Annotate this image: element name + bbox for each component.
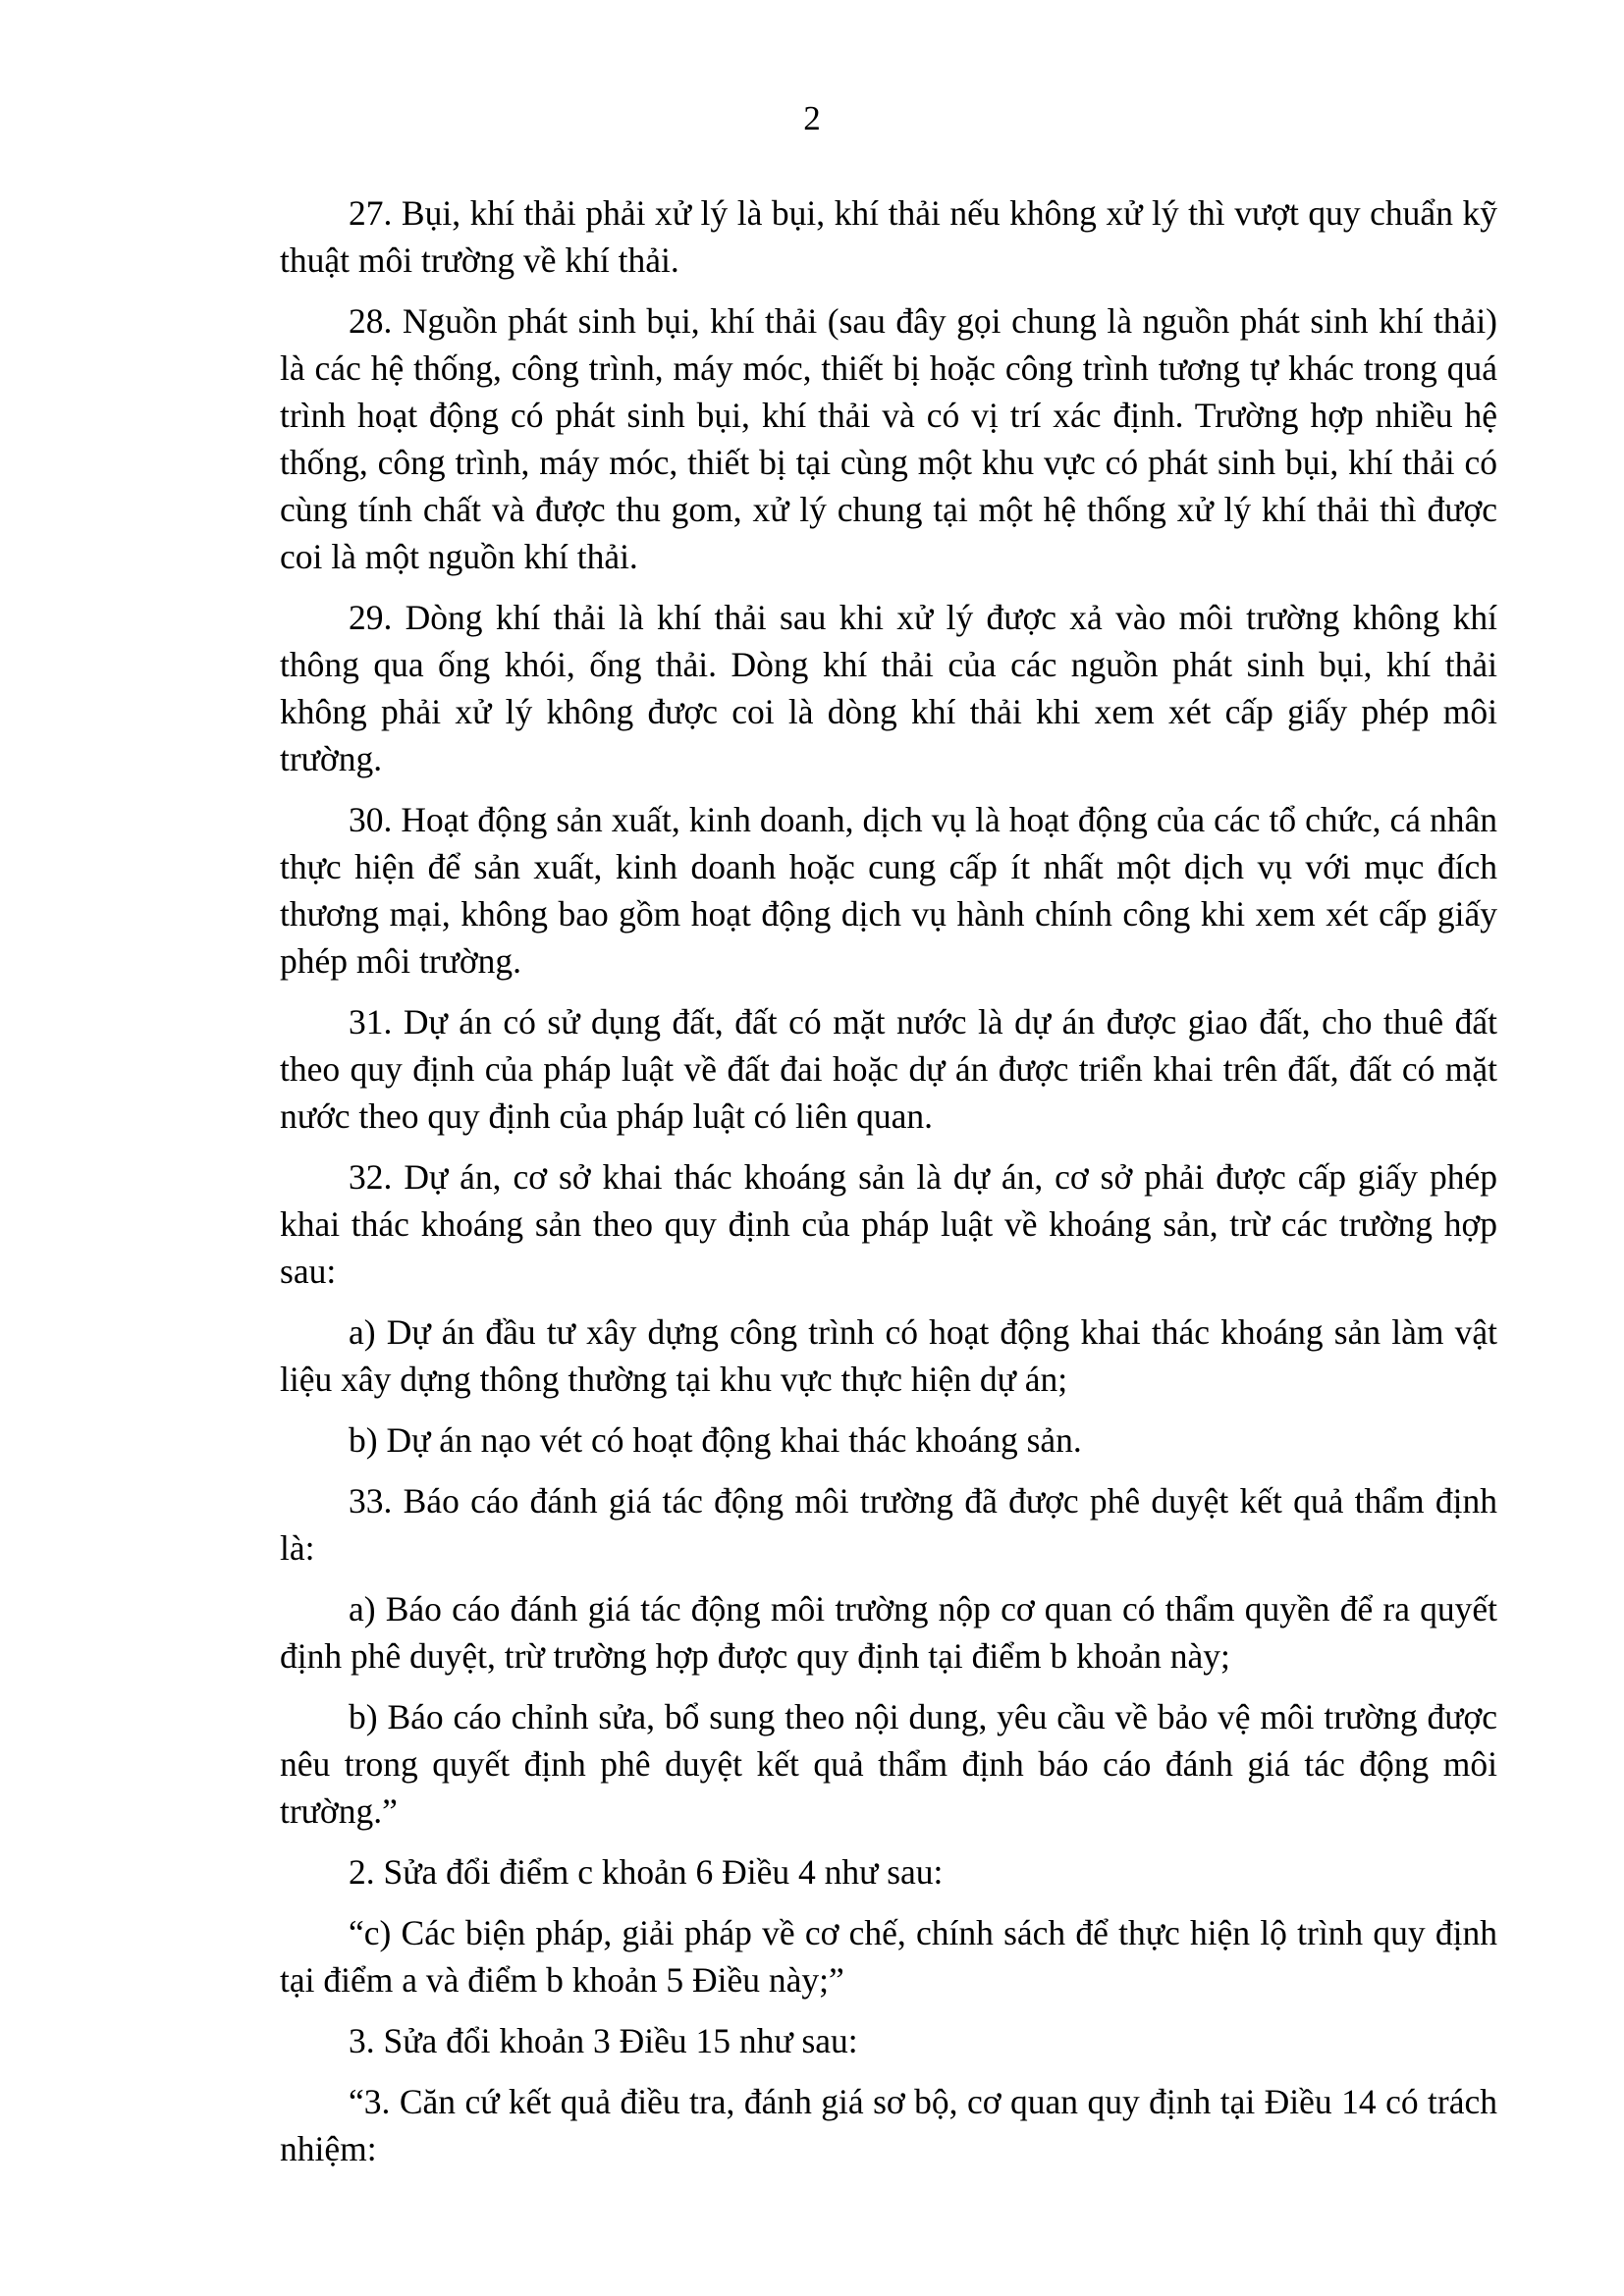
amendment-2-text: “c) Các biện pháp, giải pháp về cơ chế, chính sách để thực hiện lộ trình quy định tại điểm a và điểm b khoản 5 Điều này;” xyxy=(280,1913,1497,2000)
amendment-2: 2. Sửa đổi điểm c khoản 6 Điều 4 như sau: xyxy=(349,1852,944,1892)
paragraph-32a: a) Dự án đầu tư xây dựng công trình có hoạt động khai thác khoáng sản làm vật liệu xây dựng thông thường tại khu vực thực hiện dự án; xyxy=(280,1312,1497,1399)
paragraph-33a: a) Báo cáo đánh giá tác động môi trường nộp cơ quan có thẩm quyền để ra quyết định phê duyệt, trừ trường hợp được quy định tại điểm b khoản này; xyxy=(280,1589,1497,1676)
paragraph-32: 32. Dự án, cơ sở khai thác khoáng sản là dự án, cơ sở phải được cấp giấy phép khai thác khoáng sản theo quy định của pháp luật về khoáng sản, trừ các trường hợp sau: xyxy=(280,1157,1497,1291)
amendment-3: 3. Sửa đổi khoản 3 Điều 15 như sau: xyxy=(349,2021,858,2060)
paragraph-28: 28. Nguồn phát sinh bụi, khí thải (sau đây gọi chung là nguồn phát sinh khí thải) là các hệ thống, công trình, máy móc, thiết bị hoặc công trình tương tự khác trong quá trình hoạt động có phát sinh bụi, khí thải và có vị trí xác định. Trường hợp nhiều hệ thống, công trình, máy móc, thiết bị tại cùng một khu vực có phát sinh bụi, khí thải có cùng tính chất và được thu gom, xử lý chung tại một hệ thống xử lý khí thải thì được coi là một nguồn khí thải. xyxy=(280,301,1497,576)
amendment-3-text: “3. Căn cứ kết quả điều tra, đánh giá sơ bộ, cơ quan quy định tại Điều 14 có trách nhiệm: xyxy=(280,2082,1497,2168)
document-body xyxy=(280,189,1497,2186)
paragraph-27: 27. Bụi, khí thải phải xử lý là bụi, khí thải nếu không xử lý thì vượt quy chuẩn kỹ thuật môi trường về khí thải. xyxy=(280,193,1497,280)
paragraph-31: 31. Dự án có sử dụng đất, đất có mặt nước là dự án được giao đất, cho thuê đất theo quy định của pháp luật về đất đai hoặc dự án được triển khai trên đất, đất có mặt nước theo quy định của pháp luật có liên quan. xyxy=(280,1002,1497,1136)
paragraph-30: 30. Hoạt động sản xuất, kinh doanh, dịch vụ là hoạt động của các tổ chức, cá nhân thực hiện để sản xuất, kinh doanh hoặc cung cấp ít nhất một dịch vụ với mục đích thương mại, không bao gồm hoạt động dịch vụ hành chính công khi xem xét cấp giấy phép môi trường. xyxy=(280,800,1497,981)
paragraph-33b: b) Báo cáo chỉnh sửa, bổ sung theo nội dung, yêu cầu về bảo vệ môi trường được nêu trong quyết định phê duyệt kết quả thẩm định báo cáo đánh giá tác động môi trường.” xyxy=(280,1697,1497,1831)
paragraph-33: 33. Báo cáo đánh giá tác động môi trường đã được phê duyệt kết quả thẩm định là: xyxy=(280,1481,1497,1568)
paragraph-29: 29. Dòng khí thải là khí thải sau khi xử lý được xả vào môi trường không khí thông qua ống khói, ống thải. Dòng khí thải của các nguồn phát sinh bụi, khí thải không phải xử lý không được coi là dòng khí thải khi xem xét cấp giấy phép môi trường. xyxy=(280,598,1497,778)
page-number: 2 xyxy=(803,99,821,137)
paragraph-32b: b) Dự án nạo vét có hoạt động khai thác khoáng sản. xyxy=(349,1420,1082,1460)
